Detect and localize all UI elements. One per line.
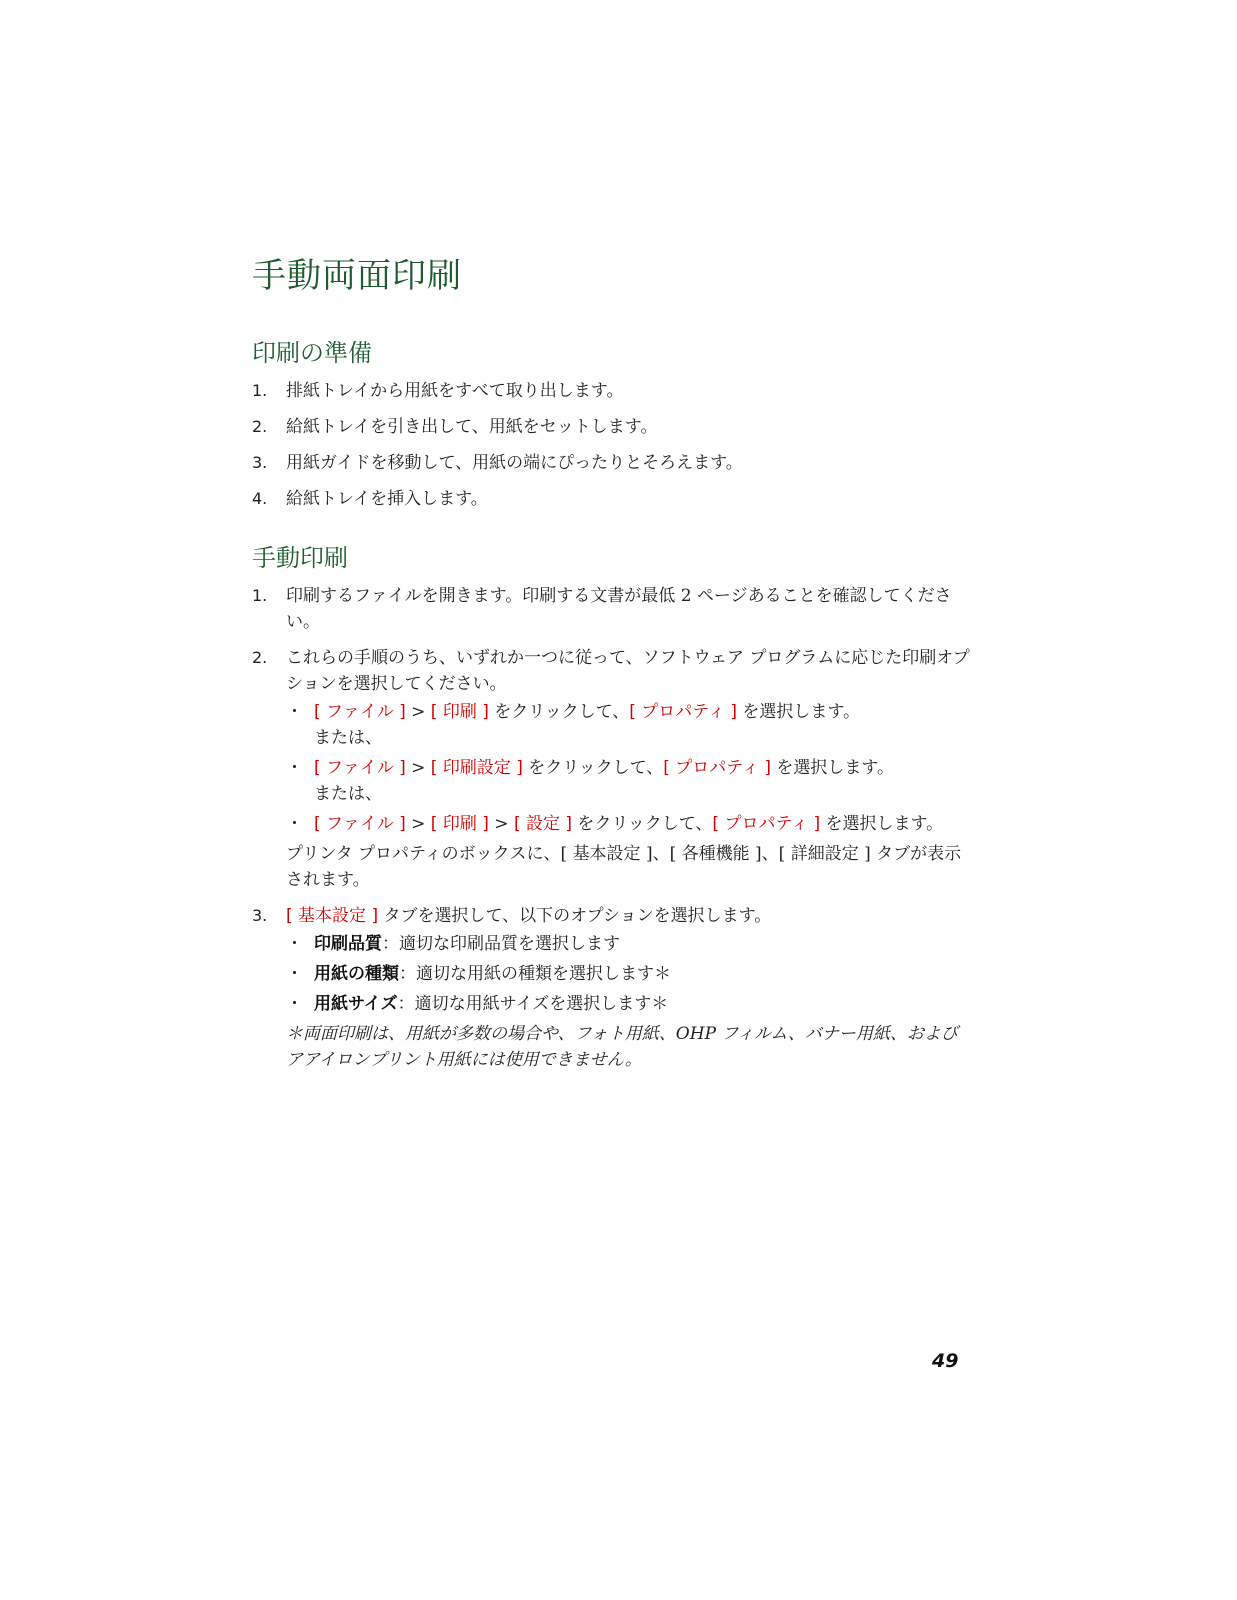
document-body [252, 248, 972, 1083]
list-item [252, 486, 972, 512]
preparation-steps [252, 378, 972, 512]
step-text: 印刷するファイルを開きます。印刷する文書が最低 2 ページあることを確認してください。 [286, 586, 952, 632]
setting-options [286, 931, 972, 1017]
bullet: ・ [286, 814, 303, 834]
option-text: ：適切な用紙の種類を選択します＊ [399, 964, 671, 984]
path-separator: > [405, 814, 431, 834]
manual-print-steps [252, 583, 972, 1073]
instruction-text: をクリックして、 [488, 702, 630, 722]
step-text: タブを選択して、以下のオプションを選択します。 [378, 906, 772, 926]
setting-option [286, 961, 972, 987]
list-item [252, 450, 972, 476]
bullet: ・ [286, 758, 303, 778]
menu-print-setup: [ 印刷設定 ] [430, 758, 523, 778]
step-number: 3. [252, 906, 268, 925]
option-text: ：適切な用紙サイズを選択します＊ [397, 994, 669, 1014]
page-title: 手動両面印刷 [252, 256, 462, 296]
bullet: ・ [286, 964, 303, 984]
step-number: 1. [252, 586, 268, 605]
instruction-text: をクリックして、 [522, 758, 664, 778]
option-label: 用紙サイズ [314, 994, 398, 1014]
footnote: ＊両面印刷は、用紙が多数の場合や、フォト用紙、OHP フィルム、バナー用紙、およびアアイロンプリント用紙には使用できません。 [286, 1024, 958, 1070]
menu-path-option [286, 699, 972, 751]
option-label: 用紙の種類 [314, 964, 399, 984]
section-heading-manual-print: 手動印刷 [252, 544, 348, 572]
step-text: 給紙トレイを挿入します。 [286, 489, 488, 509]
list-item [252, 583, 972, 635]
step-number: 3. [252, 453, 268, 472]
step-text: 排紙トレイから用紙をすべて取り出します。 [286, 381, 624, 401]
or-text: または、 [314, 728, 382, 748]
bullet: ・ [286, 934, 303, 954]
setting-option [286, 931, 972, 957]
path-separator: > [488, 814, 514, 834]
menu-file: [ ファイル ] [314, 702, 406, 722]
instruction-text: を選択します。 [736, 702, 861, 722]
basic-settings-tab-ref: [ 基本設定 ] [286, 906, 379, 926]
menu-print: [ 印刷 ] [430, 702, 489, 722]
instruction-text: を選択します。 [820, 814, 944, 834]
step-number: 2. [252, 648, 268, 667]
menu-file: [ ファイル ] [314, 758, 406, 778]
or-text: または、 [314, 784, 382, 804]
setting-option [286, 991, 972, 1017]
option-label: 印刷品質 [314, 934, 382, 954]
bullet: ・ [286, 702, 303, 722]
menu-path-options [286, 699, 972, 837]
path-separator: > [405, 702, 431, 722]
step-text: これらの手順のうち、いずれか一つに従って、ソフトウェア プログラムに応じた印刷オプションを選択してください。 [286, 648, 970, 694]
menu-properties: [ プロパティ ] [712, 814, 821, 834]
step-text: 給紙トレイを引き出して、用紙をセットします。 [286, 417, 658, 437]
step-number: 4. [252, 489, 268, 508]
menu-file: [ ファイル ] [314, 814, 406, 834]
bullet: ・ [286, 994, 303, 1014]
list-item [252, 903, 972, 1073]
list-item [252, 378, 972, 404]
menu-path-option [286, 755, 972, 807]
list-item [252, 414, 972, 440]
menu-print: [ 印刷 ] [430, 814, 489, 834]
step-text: 用紙ガイドを移動して、用紙の端にぴったりとそろえます。 [286, 453, 743, 473]
page-number: 49 [932, 1350, 959, 1372]
section-heading-preparation: 印刷の準備 [252, 339, 372, 367]
tabs-shown-text: プリンタ プロパティのボックスに、[ 基本設定 ]、[ 各種機能 ]、[ 詳細設定 ] タブが表示されます。 [286, 844, 962, 890]
menu-settings: [ 設定 ] [513, 814, 573, 834]
path-separator: > [405, 758, 431, 778]
menu-properties: [ プロパティ ] [629, 702, 737, 722]
menu-properties: [ プロパティ ] [663, 758, 771, 778]
step-number: 2. [252, 417, 268, 436]
instruction-text: をクリックして、 [572, 814, 713, 834]
list-item [252, 645, 972, 893]
menu-path-option [286, 811, 972, 837]
instruction-text: を選択します。 [770, 758, 895, 778]
step-number: 1. [252, 381, 268, 400]
option-text: ：適切な印刷品質を選択します [382, 934, 620, 954]
